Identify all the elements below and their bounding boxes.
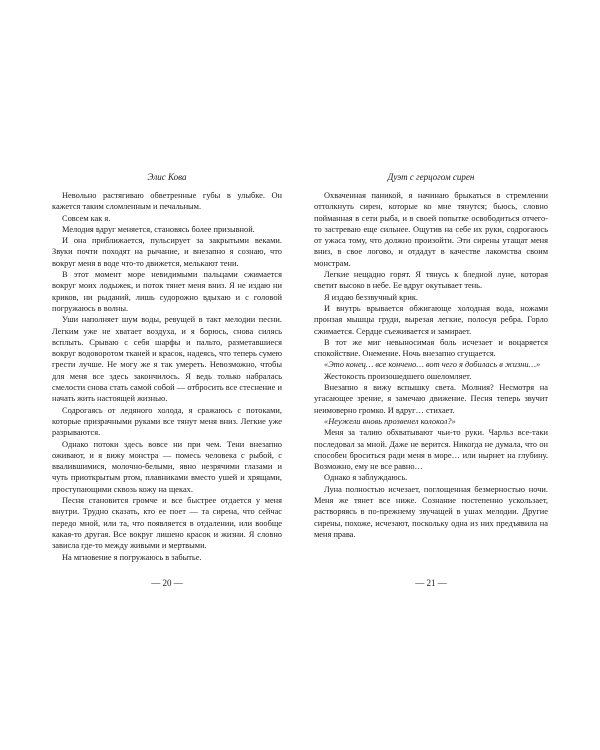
paragraph: В тот же миг невыносимая боль исчезает и воцаряется спокойствие. Онемение. Ночь внезапно сгущается. (314, 337, 548, 359)
paragraph: Легкие нещадно горят. Я тянусь к бледной луне, которая светит высоко в небе. Ее вдруг окутывает тень. (314, 270, 548, 291)
page-number: — 21 — (415, 578, 447, 588)
paragraph: Охваченная паникой, я начинаю брыкаться в стремлении оттолкнуть сирен, которые ко мне тянутся; бьюсь, словно пойманная в сети рыба, и в своей попытке освободиться отчего-то застреваю еще сильнее. Ощутив на себе их руки, содрогаюсь от ужаса тому, что должно произойти. Эти сирены утащат меня вниз, в свое логово, и отдадут в качестве лакомства своим монстрам. (314, 191, 548, 268)
italic-thought: «Неужели вновь прозвенел колокол?» (324, 416, 456, 426)
paragraph: Луна полностью исчезает, поглощенная безмерностью ночи. Меня же тянет все ниже. Сознание постепенно ускользает, растворяясь в по-прежнему звучащей в ушах мелодии. Другие сирены, похоже, исчезают, поскольку одна из них предъявила на меня права. (314, 484, 548, 539)
paragraph: Однако я заблуждаюсь. (324, 473, 408, 483)
paragraph: Уши наполняет шум воды, ревущей в такт мелодии песни. Легким уже не хватает воздуха, и я борюсь, снова силясь всплыть. Срываю с себя шарфы и пальто, разметавшиеся вокруг водоворотом тканей и красок, надеясь, что теперь сумею грести лучше. Не могу же я так умереть. Невозможно, чтобы для меня все здесь закончилось. Я ведь только набралась смелости снова стать самой собой — отбросить все стеснение и начать жить настоящей жизнью. (52, 315, 282, 404)
right-page (314, 0, 548, 750)
paragraph: Содрогаясь от ледяного холода, я сражаюсь с потоками, которые призрачными руками все тянут меня вниз. Легкие уже разрываются. (52, 405, 282, 438)
paragraph: И она приближается, пульсирует за закрытыми веками. Звуки почти походят на рычание, и внезапно я сознаю, что вокруг меня в воде что-то движется, мелькают тени. (52, 236, 282, 268)
paragraph: Однако потоки здесь вовсе ни при чем. Тени внезапно оживают, и я вижу монстра — помесь человека с рыбой, с ввалившимися, молочно-белыми, явно незрячими глазами и чуть приоткрытым ртом, плавниками вместо ушей и хрящами, проступающими сквозь кожу на щеках. (52, 439, 282, 494)
paragraph: Жестокость произошедшего ошеломляет. (324, 371, 472, 381)
paragraph: Я издаю беззвучный крик. (324, 292, 418, 302)
paragraph: Невольно растягиваю обветренные губы в улыбке. Он кажется таким сломленным и печальным. (52, 191, 282, 212)
left-page-text (52, 190, 282, 563)
running-head-author: Элис Кова (147, 172, 187, 182)
paragraph: На мгновение я погружаюсь в забытье. (62, 552, 202, 562)
paragraph: Меня за талию обхватывают чьи-то руки. Чарльз все-таки последовал за мной. Даже не верится. Никогда не думала, что он способен броситься ради меня в море… или нырнет на глубину. Возможно, ему не все равно… (314, 428, 548, 472)
page-number: — 20 — (151, 578, 183, 588)
running-head-title: Дуэт с герцогом сирен (387, 172, 475, 182)
paragraph: И внутрь врывается обжигающе холодная вода, ножами пронзая мышцы груди, вырезая легкие, полосуя ребра. Горло сжимается. Сердце съеживается и замирает. (314, 303, 548, 336)
italic-thought: «Это конец… все кончено… вот чего я добилась в жизни…» (324, 360, 541, 370)
left-page (52, 0, 282, 750)
paragraph: Песня становится громче и все быстрее отдается у меня внутри. Трудно сказать, кто ее поет — та сирена, что сейчас передо мной, или та, что появляется в отдалении, или вообще какая-то другая. Все вокруг лишено красок и жизни. Я словно зависла где-то между живыми и мертвыми. (52, 496, 282, 551)
paragraph: Мелодия вдруг меняется, становясь более призывной. (62, 224, 255, 234)
right-page-text (314, 190, 548, 540)
paragraph: В этот момент море невидимыми пальцами сжимается вокруг моих лодыжек, и поток тянет меня вниз. Я не издаю ни криков, ни рыданий, лишь судорожно вдыхаю и с головой погружаюсь в волны. (52, 270, 282, 313)
paragraph: Внезапно я вижу вспышку света. Молния? Несмотря на угасающее зрение, я замечаю движение. Песня теперь звучит неимоверно громко. И вдруг… стихает. (314, 383, 548, 415)
paragraph: Совсем как я. (62, 213, 111, 223)
